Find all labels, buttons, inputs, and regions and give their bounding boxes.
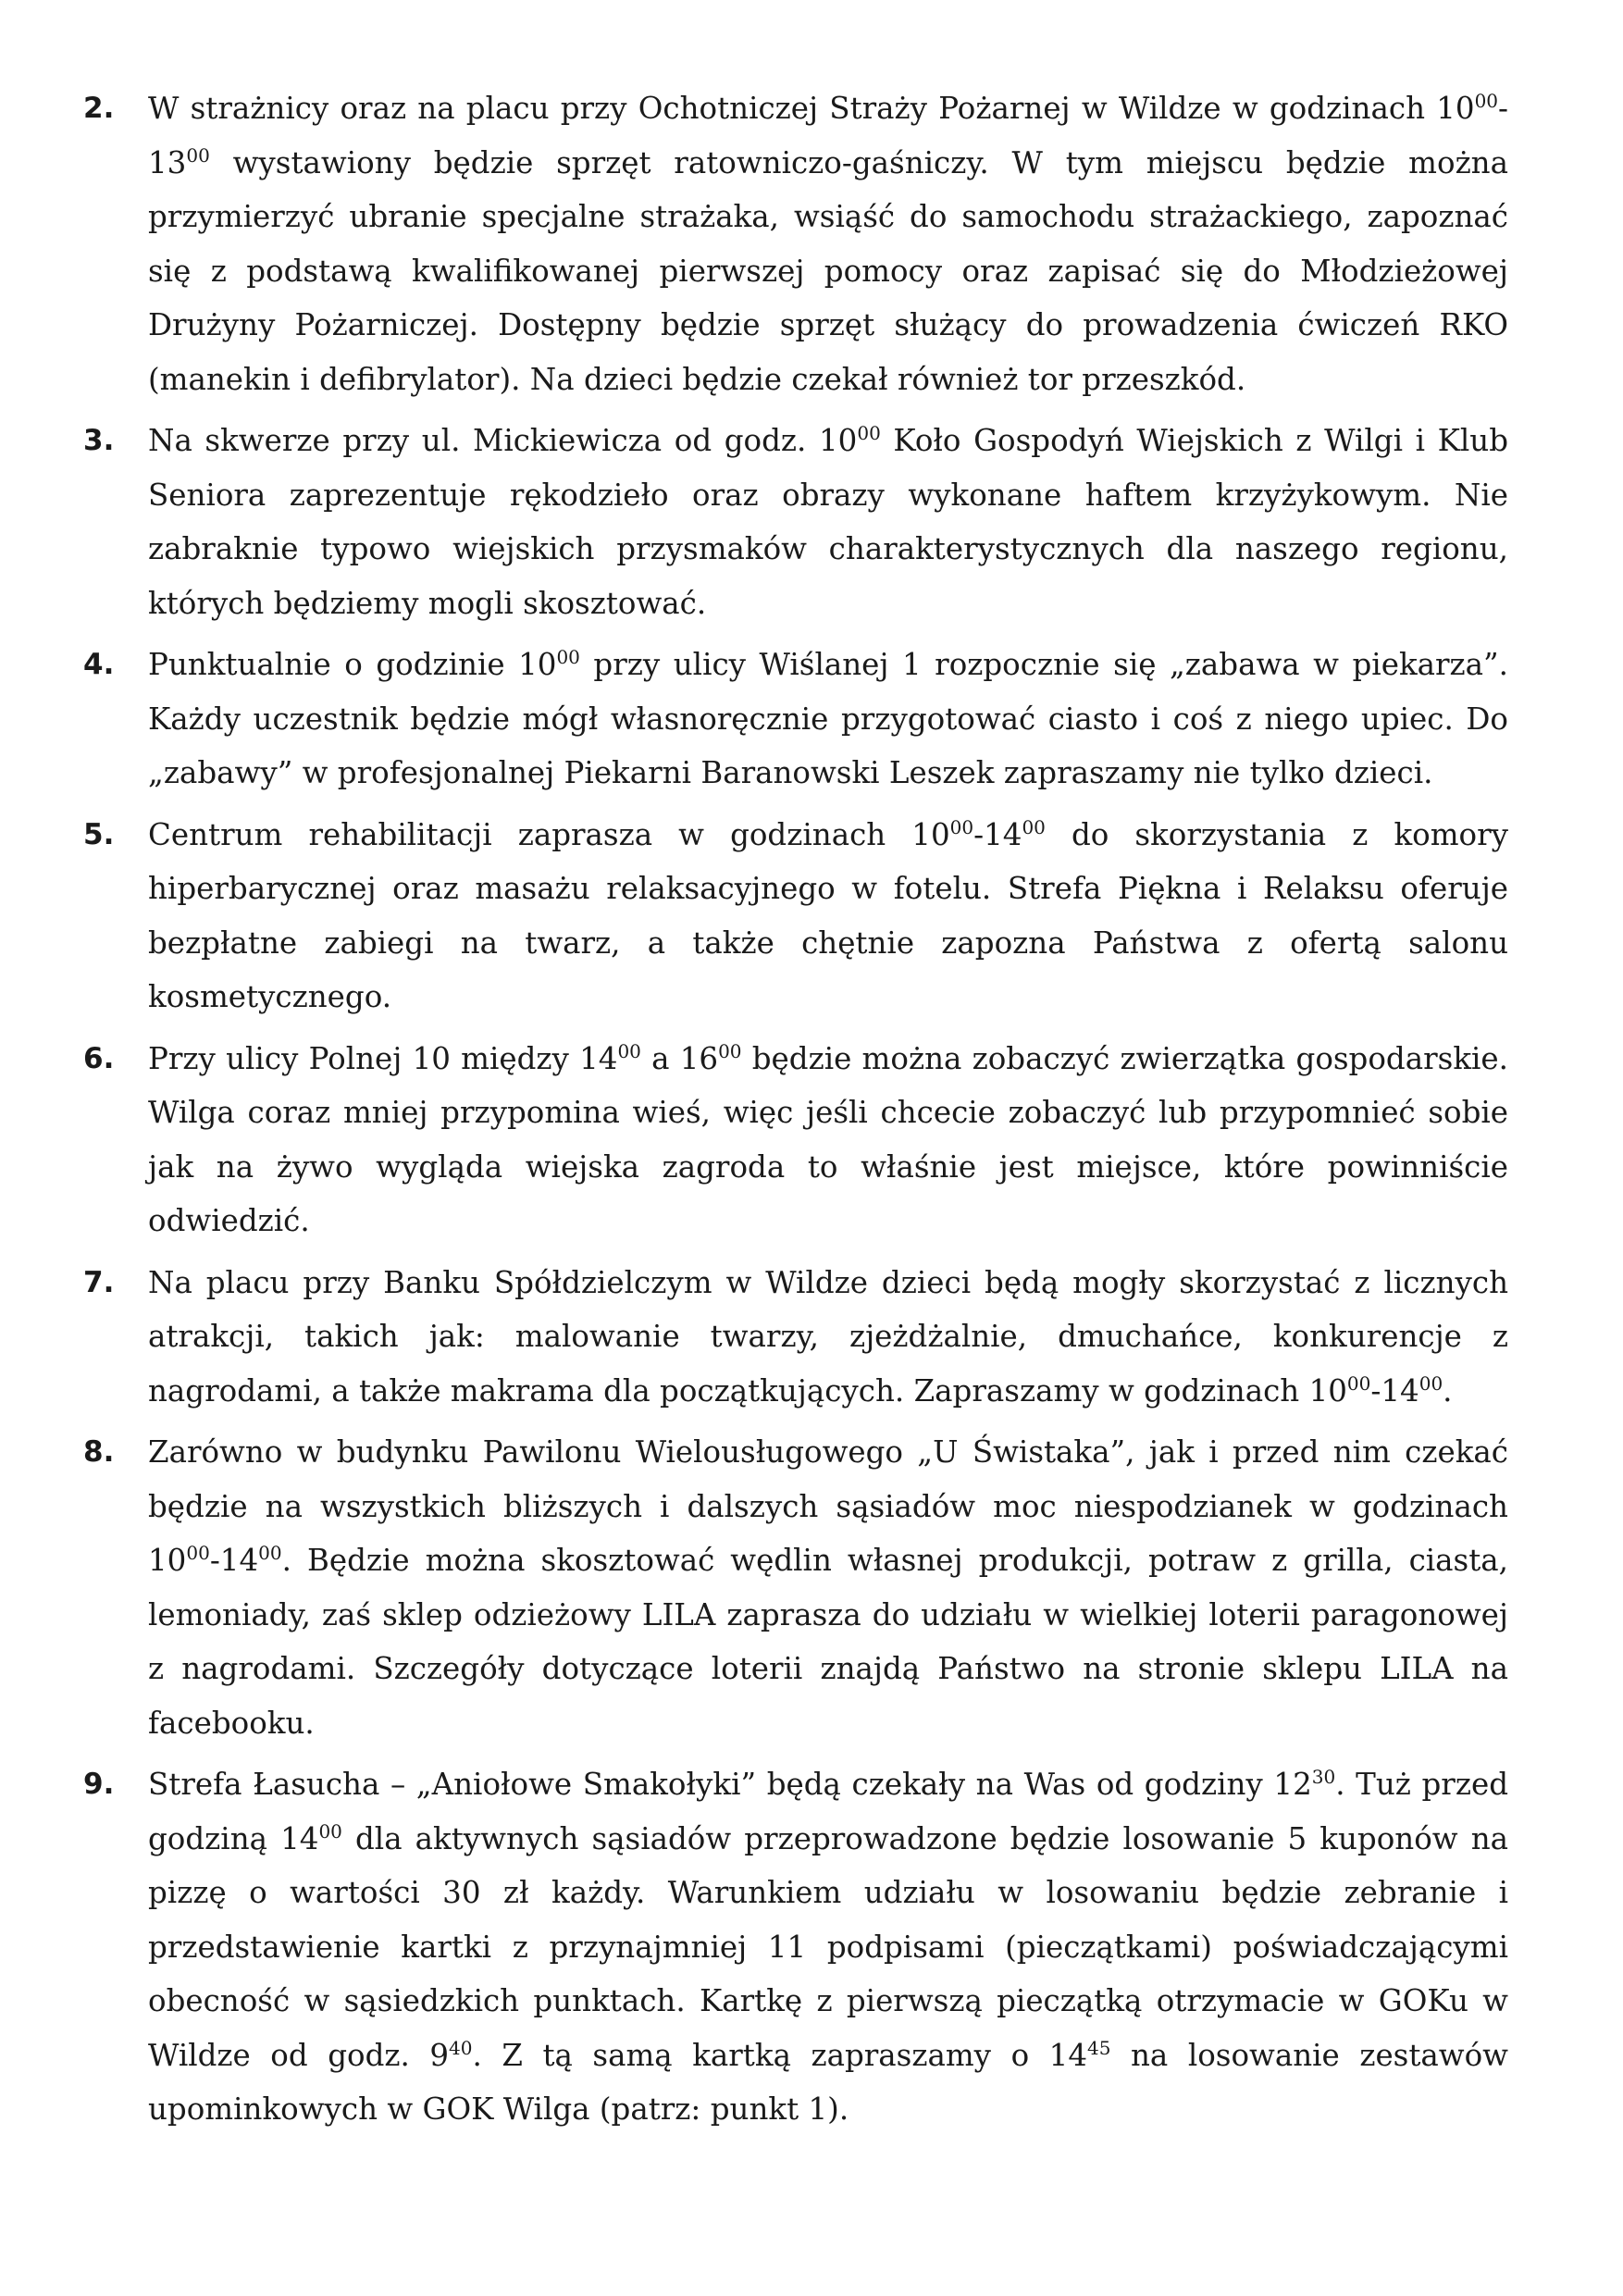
text-segment: wystawiony będzie sprzęt ratowniczo-gaśniczy. W tym miejscu będzie można przymierzyć ubranie specjalne strażaka, wsiąść do samochodu strażackiego, zapoznać się z podstawą kwalifikowanej pierwszej pomocy oraz zapisać się do Młodzieżowej Drużyny Pożarniczej. Dostępny będzie sprzęt służący do prowadzenia ćwiczeń RKO (manekin i defibrylator). Na dzieci będzie czekał również tor przeszkód. [148, 144, 1508, 397]
text-segment: W strażnicy oraz na placu przy Ochotniczej Straży Pożarnej w Wildze w godzinach 10 [148, 91, 1475, 126]
superscript-time: 00 [1419, 1371, 1443, 1395]
text-segment: Przy ulicy Polnej 10 między 14 [148, 1040, 618, 1076]
text-segment: . [1443, 1372, 1453, 1409]
list-item-number: 4. [83, 648, 115, 681]
list-item-text [148, 1757, 1508, 2137]
list-item-number: 5. [83, 817, 115, 851]
list-item-text [148, 1032, 1508, 1248]
list-item [83, 414, 1508, 630]
text-segment: -14 [209, 1543, 259, 1578]
superscript-time: 00 [1346, 1371, 1371, 1395]
text-segment: będzie można zobaczyć zwierzątka gospodarskie. Wilga coraz mniej przypomina wieś, więc jeśli chcecie zobaczyć lub przypomnieć sobie jak na żywo wygląda wiejska zagroda to właśnie jest miejsce, które powinniście odwiedzić. [148, 1040, 1508, 1238]
list-item-number: 6. [83, 1041, 115, 1075]
text-segment: dla aktywnych sąsiadów przeprowadzone będzie losowanie 5 kuponów na pizzę o wartości 30 zł każdy. Warunkiem udziału w losowaniu będzie zebranie i przedstawienie kartki z przynajmniej 11 podpisami (pieczątkami) poświadczającymi obecność w sąsiedzkich punktach. Kartkę z pierwszą pieczątką otrzymacie w GOKu w Wildze od godz. 9 [148, 1820, 1509, 2073]
text-segment: a 16 [640, 1040, 719, 1076]
list-item [83, 1032, 1508, 1248]
list-item-text [148, 1425, 1508, 1750]
list-item [83, 1757, 1508, 2137]
superscript-time: 00 [186, 1542, 210, 1565]
superscript-time: 00 [556, 646, 580, 669]
list-item-number: 9. [83, 1768, 115, 1801]
text-segment: na losowanie zestawów upominkowych w GOK Wilga (patrz: punkt 1). [148, 2037, 1508, 2127]
list-item-text [148, 1256, 1508, 1419]
superscript-time: 00 [857, 422, 881, 445]
superscript-time: 00 [949, 815, 974, 838]
list-item-text [148, 638, 1508, 800]
superscript-time: 00 [1022, 815, 1046, 838]
text-segment: Na placu przy Banku Spółdzielczym w Wildze dzieci będą mogły skorzystać z licznych atrakcji, takich jak: malowanie twarzy, zjeżdżalnie, dmuchańce, konkurencje z nagrodami, a także makrama dla początkujących. Zapraszamy w godzinach 10 [148, 1264, 1508, 1409]
superscript-time: 45 [1087, 2036, 1111, 2059]
superscript-time: 00 [318, 1819, 342, 1843]
text-segment: -13 [148, 91, 1508, 180]
list-item [83, 1425, 1508, 1750]
text-segment: Strefa Łasucha – „Aniołowe Smakołyki” będą czekały na Was od godziny 12 [148, 1767, 1312, 1802]
list-item-number: 8. [83, 1435, 115, 1469]
list-item [83, 1256, 1508, 1419]
text-segment: . Z tą samą kartką zapraszamy o 14 [472, 2037, 1088, 2073]
superscript-time: 30 [1311, 1766, 1336, 1789]
text-segment: . Tuż przed godziną 14 [148, 1767, 1508, 1856]
text-segment: -14 [1370, 1372, 1419, 1409]
list-item-text [148, 81, 1508, 406]
superscript-time: 00 [1474, 90, 1499, 113]
list-item-number: 3. [83, 424, 115, 457]
text-segment: Koło Gospodyń Wiejskich z Wilgi i Klub Seniora zaprezentuje rękodzieło oraz obrazy wykonane haftem krzyżykowym. Nie zabraknie typowo wiejskich przysmaków charakterystycznych dla naszego regionu, których będziemy mogli skosztować. [148, 423, 1508, 621]
text-segment: Zarówno w budynku Pawilonu Wielousługowego „U Świstaka”, jak i przed nim czekać będzie na wszystkich bliższych i dalszych sąsiadów moc niespodzianek w godzinach 10 [148, 1434, 1508, 1578]
document-page [83, 81, 1508, 2144]
text-segment: Centrum rehabilitacji zaprasza w godzinach 10 [148, 816, 950, 852]
text-segment: -14 [973, 816, 1022, 852]
superscript-time: 00 [186, 143, 210, 167]
list-item [83, 81, 1508, 406]
list-item-text [148, 808, 1508, 1024]
text-segment: . Będzie można skosztować wędlin własnej produkcji, potraw z grilla, ciasta, lemoniady, zaś sklep odzieżowy LILA zaprasza do udziału w wielkiej loterii paragonowej z nagrodami. Szczegóły dotyczące loterii znajdą Państwo na stronie sklepu LILA na facebooku. [148, 1543, 1508, 1741]
list-item [83, 638, 1508, 800]
superscript-time: 00 [258, 1542, 282, 1565]
numbered-list [83, 81, 1508, 2137]
text-segment: Na skwerze przy ul. Mickiewicza od godz. 10 [148, 423, 858, 458]
list-item-number: 2. [83, 92, 115, 125]
text-segment: Punktualnie o godzinie 10 [148, 647, 557, 682]
superscript-time: 00 [718, 1039, 742, 1062]
superscript-time: 00 [617, 1039, 641, 1062]
text-segment: przy ulicy Wiślanej 1 rozpocznie się „zabawa w piekarza”. Każdy uczestnik będzie mógł własnoręcznie przygotować ciasto i coś z niego upiec. Do „zabawy” w profesjonalnej Piekarni Baranowski Leszek zapraszamy nie tylko dzieci. [148, 647, 1508, 790]
superscript-time: 40 [449, 2036, 473, 2059]
text-segment: do skorzystania z komory hiperbarycznej oraz masażu relaksacyjnego w fotelu. Strefa Piękna i Relaksu oferuje bezpłatne zabiegi na twarz, a także chętnie zapozna Państwa z ofertą salonu kosmetycznego. [148, 816, 1509, 1014]
list-item-number: 7. [83, 1265, 115, 1299]
list-item [83, 808, 1508, 1024]
list-item-text [148, 414, 1508, 630]
